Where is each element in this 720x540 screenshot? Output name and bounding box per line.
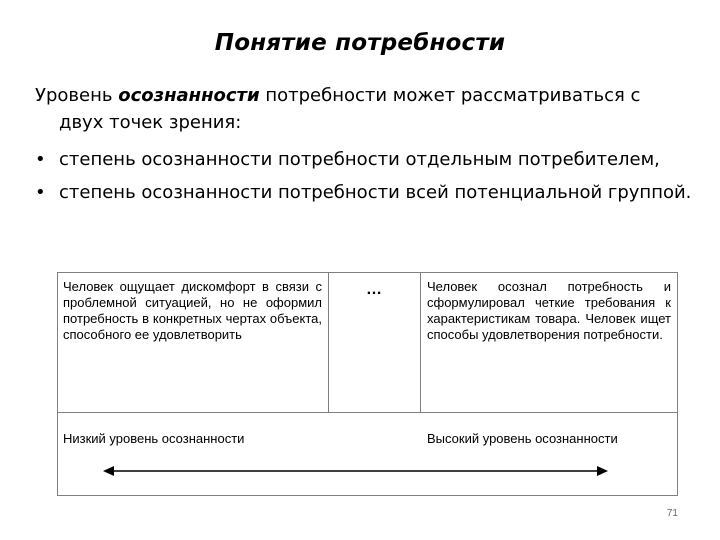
intro-paragraph: [35, 82, 685, 136]
ellipsis-cell: …: [366, 281, 382, 298]
double-arrow-icon: [103, 463, 608, 479]
intro-emphasis: осознанности: [118, 85, 260, 106]
row-divider: [58, 412, 677, 413]
bullet-text: степень осознанности потребности отдельным потребителем,: [59, 149, 660, 170]
high-awareness-description: Человек осознал потребность и сформулировал четкие требования к характеристикам товара. Человек ищет способы удовлетворения потребности.: [427, 279, 671, 342]
low-awareness-label: Низкий уровень осознанности: [63, 431, 245, 446]
bullet-list: [35, 146, 695, 212]
high-awareness-label: Высокий уровень осознанности: [427, 431, 618, 446]
low-awareness-description: Человек ощущает дискомфорт в связи с проблемной ситуацией, но не оформил потребность в конкретных чертах объекта, способного ее удовлетворить: [63, 279, 322, 342]
awareness-table: [57, 272, 678, 496]
intro-line2: двух точек зрения:: [59, 112, 242, 133]
page-number: 71: [666, 508, 678, 519]
bullet-dot-icon: •: [35, 182, 46, 203]
bullet-item: [35, 146, 695, 173]
column-divider: [420, 273, 421, 412]
bullet-text: степень осознанности потребности всей потенциальной группой.: [59, 182, 692, 203]
bullet-dot-icon: •: [35, 149, 46, 170]
bullet-item: [35, 179, 695, 206]
slide-title: Понятие потребности: [214, 30, 506, 56]
intro-prefix: Уровень: [35, 85, 119, 106]
intro-suffix: потребности может рассматриваться с: [259, 85, 641, 106]
